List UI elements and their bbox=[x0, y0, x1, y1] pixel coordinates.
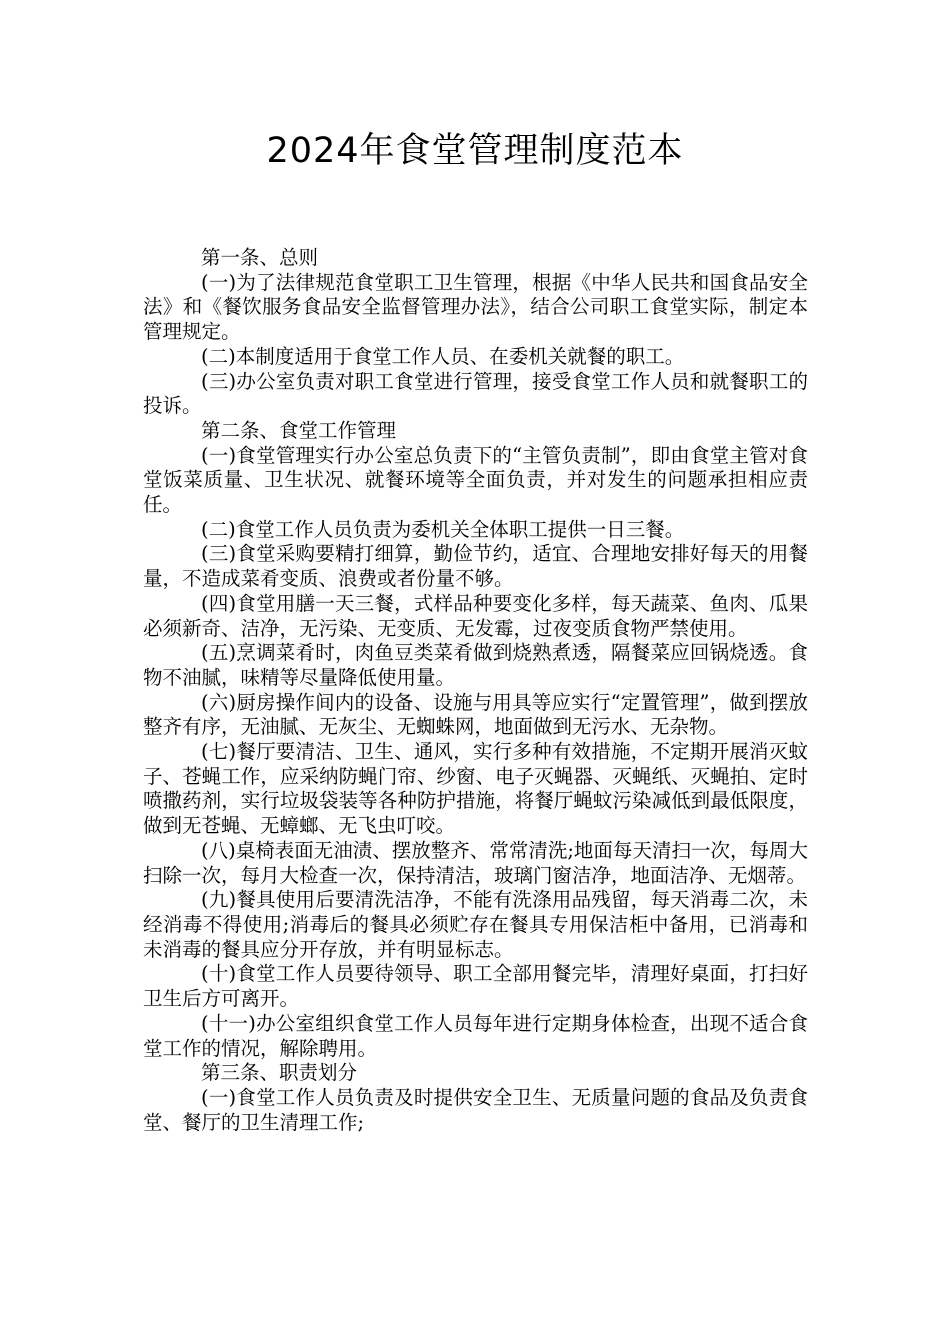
paragraph: (一)为了法律规范食堂职工卫生管理，根据《中华人民共和国食品安全法》和《餐饮服务食品安全监督管理办法》，结合公司职工食堂实际，制定本管理规定。 bbox=[143, 270, 808, 344]
paragraph-article-3-heading: 第三条、职责划分 bbox=[201, 1061, 358, 1085]
paragraph: (一)食堂管理实行办公室总负责下的“主管负责制”，即由食堂主管对食堂饭菜质量、卫生状况、就餐环境等全面负责，并对发生的问题承担相应责任。 bbox=[143, 443, 808, 517]
paragraph: (八)桌椅表面无油渍、摆放整齐、常常清洗;地面每天清扫一次，每周大扫除一次，每月大检查一次，保持清洁，玻璃门窗洁净，地面洁净、无烟蒂。 bbox=[143, 838, 808, 887]
paragraph-article-2-heading: 第二条、食堂工作管理 bbox=[201, 418, 397, 442]
paragraph: (二)本制度适用于食堂工作人员、在委机关就餐的职工。 bbox=[201, 344, 685, 368]
paragraph: (三)食堂采购要精打细算，勤俭节约，适宜、合理地安排好每天的用餐量，不造成菜肴变质、浪费或者份量不够。 bbox=[143, 542, 808, 591]
paragraph-article-1-heading: 第一条、总则 bbox=[201, 246, 319, 269]
paragraph: (三)办公室负责对职工食堂进行管理，接受食堂工作人员和就餐职工的投诉。 bbox=[143, 369, 808, 418]
document-body bbox=[143, 246, 808, 1135]
paragraph: (五)烹调菜肴时，肉鱼豆类菜肴做到烧熟煮透，隔餐菜应回锅烧透。食物不油腻，味精等尽量降低使用量。 bbox=[143, 641, 808, 689]
paragraph: (九)餐具使用后要清洗洁净，不能有洗涤用品残留，每天消毒二次，未经消毒不得使用;消毒后的餐具必须贮存在餐具专用保洁柜中备用，已消毒和未消毒的餐具应分开存放，并有明显标志。 bbox=[143, 888, 808, 961]
paragraph: (四)食堂用膳一天三餐，式样品种要变化多样，每天蔬菜、鱼肉、瓜果必须新奇、洁净，无污染、无变质、无发霉，过夜变质食物严禁使用。 bbox=[143, 591, 808, 640]
paragraph: (十一)办公室组织食堂工作人员每年进行定期身体检查，出现不适合食堂工作的情况，解除聘用。 bbox=[143, 1011, 808, 1060]
paragraph: (六)厨房操作间内的设备、设施与用具等应实行“定置管理”，做到摆放整齐有序，无油腻、无灰尘、无蜘蛛网，地面做到无污水、无杂物。 bbox=[143, 690, 808, 739]
paragraph: (七)餐厅要清洁、卫生、通风，实行多种有效措施，不定期开展消灭蚊子、苍蝇工作，应采纳防蝇门帘、纱窗、电子灭蝇器、灭蝇纸、灭蝇拍、定时喷撒药剂，实行垃圾袋装等各种防护措施，将餐厅蝇蚊污染减低到最低限度，做到无苍蝇、无蟑螂、无飞虫叮咬。 bbox=[143, 740, 808, 838]
paragraph: (十)食堂工作人员要待领导、职工全部用餐完毕，清理好桌面，打扫好卫生后方可离开。 bbox=[143, 962, 808, 1011]
paragraph: (二)食堂工作人员负责为委机关全体职工提供一日三餐。 bbox=[201, 517, 685, 541]
paragraph: (一)食堂工作人员负责及时提供安全卫生、无质量问题的食品及负责食堂、餐厅的卫生清理工作; bbox=[143, 1085, 808, 1134]
document-title: 2024年食堂管理制度范本 bbox=[266, 131, 684, 171]
